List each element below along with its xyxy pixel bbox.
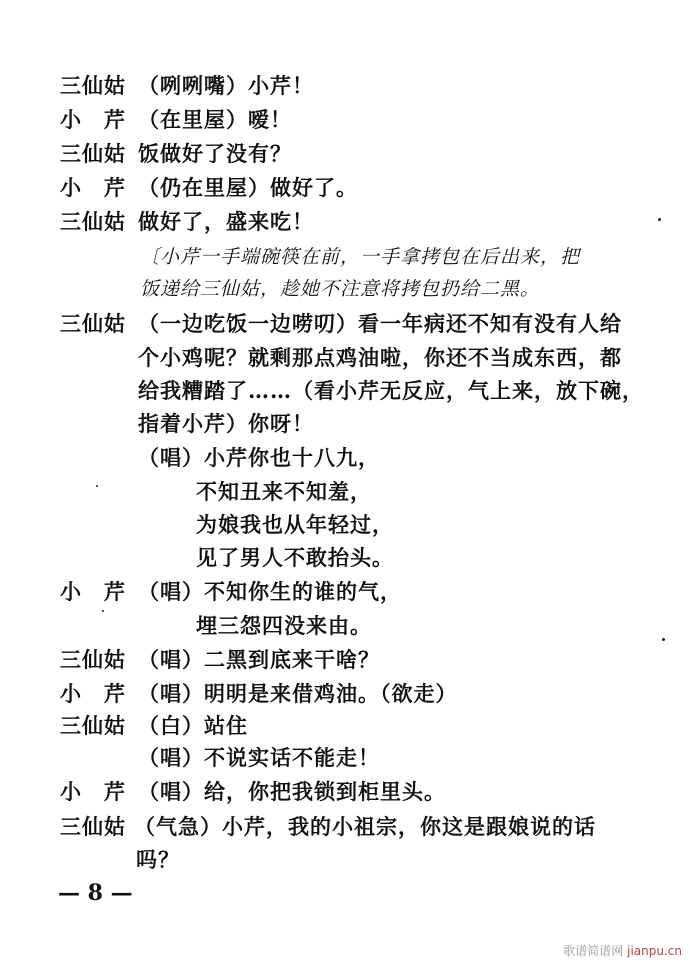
scan-speck xyxy=(662,638,665,641)
dialogue-text: 做好了，盛来吃！ xyxy=(138,209,314,234)
speaker-name: 三仙姑 xyxy=(60,713,126,738)
speaker-name: 小 芹 xyxy=(60,779,126,804)
dialogue-text: （唱）给，你把我锁到柜里头。 xyxy=(138,779,446,804)
dialogue-text: （一边吃饭一边唠叨）看一年病还不知有没有人给 xyxy=(138,311,622,336)
dialogue-text: 个小鸡呢？就剩那点鸡油啦，你还不当成东西，都 xyxy=(138,345,622,370)
scan-speck xyxy=(658,218,661,221)
watermark-cn: 歌谱简谱网 xyxy=(563,944,624,958)
dialogue-text: （咧咧嘴）小芹！ xyxy=(138,73,314,98)
song-text: 不知丑来不知羞， xyxy=(196,479,372,504)
speaker-name: 小 芹 xyxy=(60,107,126,132)
song-text: 为娘我也从年轻过， xyxy=(196,512,394,537)
dialogue-text: 吗？ xyxy=(136,847,180,872)
watermark-en: jianpu.cn xyxy=(627,944,682,958)
dialogue-text: （唱）二黑到底来干啥？ xyxy=(138,647,380,672)
scan-speck xyxy=(102,610,104,612)
speaker-name: 三仙姑 xyxy=(60,311,126,336)
dialogue-text: （唱）不知你生的谁的气， xyxy=(138,579,402,604)
dialogue-text: （仍在里屋）做好了。 xyxy=(138,175,358,200)
watermark xyxy=(563,942,682,959)
stage-direction-text: 饭递给三仙姑，趁她不注意将拷包扔给二黑。 xyxy=(140,278,541,300)
dialogue-text: （白）站住 xyxy=(138,713,248,738)
speaker-name: 三仙姑 xyxy=(60,73,126,98)
scan-speck xyxy=(96,485,98,487)
dialogue-text: 饭做好了没有？ xyxy=(138,141,292,166)
stage-direction-text: 〔小芹一手端碗筷在前，一手拿拷包在后出来，把 xyxy=(140,246,581,268)
song-text: 埋三怨四没来由。 xyxy=(196,613,372,638)
dialogue-text: 指着小芹）你呀！ xyxy=(138,411,314,436)
speaker-name: 小 芹 xyxy=(60,681,126,706)
dialogue-text: （唱）不说实话不能走！ xyxy=(138,745,380,770)
dialogue-text: 给我糟踏了……（看小芹无反应，气上来，放下碗， xyxy=(138,378,644,403)
song-text: （唱）小芹你也十八九， xyxy=(138,445,380,470)
speaker-name: 三仙姑 xyxy=(60,647,126,672)
dialogue-text: （在里屋）嗳！ xyxy=(138,107,292,132)
dialogue-text: （唱）明明是来借鸡油。（欲走） xyxy=(138,681,458,706)
dialogue-text: （气急）小芹，我的小祖宗，你这是跟娘说的话 xyxy=(134,814,596,839)
speaker-name: 小 芹 xyxy=(60,579,126,604)
speaker-name: 三仙姑 xyxy=(60,209,126,234)
page-number: — 8 — xyxy=(58,880,133,906)
speaker-name: 三仙姑 xyxy=(60,814,126,839)
speaker-name: 三仙姑 xyxy=(60,141,126,166)
speaker-name: 小 芹 xyxy=(60,175,126,200)
song-text: 见了男人不敢抬头。 xyxy=(196,545,394,570)
